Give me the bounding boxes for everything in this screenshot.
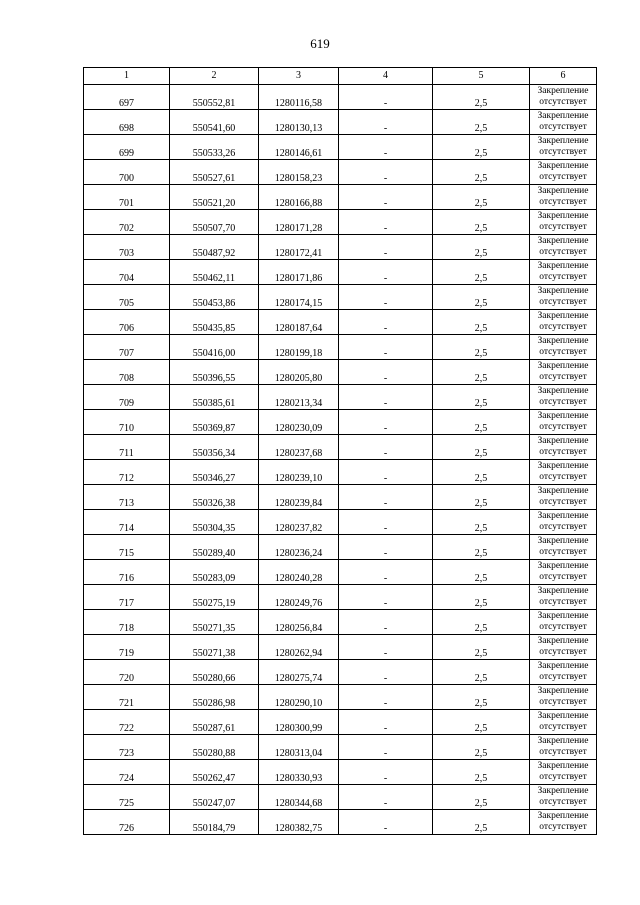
x-coordinate-cell: 550286,98 — [170, 685, 259, 710]
column-4-cell: - — [339, 710, 433, 735]
table-row — [84, 410, 597, 435]
column-4-cell: - — [339, 410, 433, 435]
fixing-description-cell: Закрепление отсутствует — [530, 335, 597, 360]
fixing-description-cell: Закрепление отсутствует — [530, 385, 597, 410]
table-row — [84, 360, 597, 385]
column-5-cell: 2,5 — [433, 260, 530, 285]
column-4-cell: - — [339, 435, 433, 460]
fixing-description-cell: Закрепление отсутствует — [530, 485, 597, 510]
column-5-cell: 2,5 — [433, 360, 530, 385]
fixing-description-cell: Закрепление отсутствует — [530, 660, 597, 685]
x-coordinate-cell: 550385,61 — [170, 385, 259, 410]
point-number-cell: 725 — [84, 785, 170, 810]
column-5-cell: 2,5 — [433, 685, 530, 710]
column-5-cell: 2,5 — [433, 585, 530, 610]
fixing-description-cell: Закрепление отсутствует — [530, 635, 597, 660]
fixing-description-cell: Закрепление отсутствует — [530, 235, 597, 260]
x-coordinate-cell: 550541,60 — [170, 110, 259, 135]
column-4-cell: - — [339, 660, 433, 685]
x-coordinate-cell: 550271,35 — [170, 610, 259, 635]
column-5-cell: 2,5 — [433, 460, 530, 485]
table-row — [84, 635, 597, 660]
point-number-cell: 699 — [84, 135, 170, 160]
x-coordinate-cell: 550533,26 — [170, 135, 259, 160]
y-coordinate-cell: 1280256,84 — [259, 610, 339, 635]
point-number-cell: 715 — [84, 535, 170, 560]
column-4-cell: - — [339, 685, 433, 710]
x-coordinate-cell: 550326,38 — [170, 485, 259, 510]
y-coordinate-cell: 1280199,18 — [259, 335, 339, 360]
column-4-cell: - — [339, 610, 433, 635]
y-coordinate-cell: 1280382,75 — [259, 810, 339, 835]
x-coordinate-cell: 550552,81 — [170, 85, 259, 110]
y-coordinate-cell: 1280236,24 — [259, 535, 339, 560]
fixing-description-cell: Закрепление отсутствует — [530, 785, 597, 810]
column-4-cell: - — [339, 185, 433, 210]
point-number-cell: 700 — [84, 160, 170, 185]
point-number-cell: 713 — [84, 485, 170, 510]
column-5-cell: 2,5 — [433, 110, 530, 135]
column-4-cell: - — [339, 335, 433, 360]
point-number-cell: 709 — [84, 385, 170, 410]
table-row — [84, 435, 597, 460]
x-coordinate-cell: 550262,47 — [170, 760, 259, 785]
x-coordinate-cell: 550304,35 — [170, 510, 259, 535]
table-row — [84, 310, 597, 335]
x-coordinate-cell: 550275,19 — [170, 585, 259, 610]
x-coordinate-cell: 550356,34 — [170, 435, 259, 460]
column-5-cell: 2,5 — [433, 410, 530, 435]
fixing-description-cell: Закрепление отсутствует — [530, 185, 597, 210]
column-header: 1 — [84, 68, 170, 85]
y-coordinate-cell: 1280171,86 — [259, 260, 339, 285]
table-row — [84, 735, 597, 760]
y-coordinate-cell: 1280262,94 — [259, 635, 339, 660]
column-4-cell: - — [339, 260, 433, 285]
fixing-description-cell: Закрепление отсутствует — [530, 85, 597, 110]
point-number-cell: 704 — [84, 260, 170, 285]
column-header: 5 — [433, 68, 530, 85]
column-5-cell: 2,5 — [433, 660, 530, 685]
fixing-description-cell: Закрепление отсутствует — [530, 760, 597, 785]
column-4-cell: - — [339, 760, 433, 785]
table-header-row — [84, 68, 597, 85]
table-body — [84, 85, 597, 835]
fixing-description-cell: Закрепление отсутствует — [530, 460, 597, 485]
column-4-cell: - — [339, 485, 433, 510]
column-4-cell: - — [339, 310, 433, 335]
column-4-cell: - — [339, 810, 433, 835]
fixing-description-cell: Закрепление отсутствует — [530, 735, 597, 760]
fixing-description-cell: Закрепление отсутствует — [530, 160, 597, 185]
x-coordinate-cell: 550247,07 — [170, 785, 259, 810]
table-row — [84, 485, 597, 510]
fixing-description-cell: Закрепление отсутствует — [530, 810, 597, 835]
column-5-cell: 2,5 — [433, 85, 530, 110]
fixing-description-cell: Закрепление отсутствует — [530, 310, 597, 335]
column-4-cell: - — [339, 585, 433, 610]
table-row — [84, 685, 597, 710]
table-row — [84, 585, 597, 610]
x-coordinate-cell: 550289,40 — [170, 535, 259, 560]
column-header: 3 — [259, 68, 339, 85]
column-5-cell: 2,5 — [433, 735, 530, 760]
point-number-cell: 720 — [84, 660, 170, 685]
y-coordinate-cell: 1280239,10 — [259, 460, 339, 485]
point-number-cell: 698 — [84, 110, 170, 135]
table-row — [84, 510, 597, 535]
table-row — [84, 385, 597, 410]
column-5-cell: 2,5 — [433, 385, 530, 410]
coordinates-table — [83, 67, 597, 835]
y-coordinate-cell: 1280330,93 — [259, 760, 339, 785]
column-5-cell: 2,5 — [433, 760, 530, 785]
y-coordinate-cell: 1280213,34 — [259, 385, 339, 410]
x-coordinate-cell: 550416,00 — [170, 335, 259, 360]
y-coordinate-cell: 1280237,68 — [259, 435, 339, 460]
column-4-cell: - — [339, 210, 433, 235]
column-5-cell: 2,5 — [433, 710, 530, 735]
table-row — [84, 335, 597, 360]
column-5-cell: 2,5 — [433, 310, 530, 335]
column-5-cell: 2,5 — [433, 785, 530, 810]
x-coordinate-cell: 550280,88 — [170, 735, 259, 760]
column-5-cell: 2,5 — [433, 560, 530, 585]
column-4-cell: - — [339, 385, 433, 410]
x-coordinate-cell: 550521,20 — [170, 185, 259, 210]
fixing-description-cell: Закрепление отсутствует — [530, 360, 597, 385]
column-5-cell: 2,5 — [433, 210, 530, 235]
column-5-cell: 2,5 — [433, 435, 530, 460]
point-number-cell: 702 — [84, 210, 170, 235]
table-row — [84, 760, 597, 785]
point-number-cell: 714 — [84, 510, 170, 535]
column-5-cell: 2,5 — [433, 335, 530, 360]
fixing-description-cell: Закрепление отсутствует — [530, 260, 597, 285]
y-coordinate-cell: 1280187,64 — [259, 310, 339, 335]
fixing-description-cell: Закрепление отсутствует — [530, 435, 597, 460]
fixing-description-cell: Закрепление отсутствует — [530, 585, 597, 610]
table-row — [84, 260, 597, 285]
y-coordinate-cell: 1280146,61 — [259, 135, 339, 160]
y-coordinate-cell: 1280344,68 — [259, 785, 339, 810]
point-number-cell: 706 — [84, 310, 170, 335]
point-number-cell: 711 — [84, 435, 170, 460]
page-number: 619 — [310, 36, 330, 51]
x-coordinate-cell: 550462,11 — [170, 260, 259, 285]
y-coordinate-cell: 1280172,41 — [259, 235, 339, 260]
x-coordinate-cell: 550527,61 — [170, 160, 259, 185]
x-coordinate-cell: 550287,61 — [170, 710, 259, 735]
y-coordinate-cell: 1280116,58 — [259, 85, 339, 110]
table-row — [84, 160, 597, 185]
table-row — [84, 660, 597, 685]
y-coordinate-cell: 1280205,80 — [259, 360, 339, 385]
point-number-cell: 719 — [84, 635, 170, 660]
fixing-description-cell: Закрепление отсутствует — [530, 510, 597, 535]
y-coordinate-cell: 1280290,10 — [259, 685, 339, 710]
column-4-cell: - — [339, 285, 433, 310]
y-coordinate-cell: 1280158,23 — [259, 160, 339, 185]
column-5-cell: 2,5 — [433, 535, 530, 560]
x-coordinate-cell: 550507,70 — [170, 210, 259, 235]
column-4-cell: - — [339, 510, 433, 535]
column-5-cell: 2,5 — [433, 635, 530, 660]
column-4-cell: - — [339, 110, 433, 135]
y-coordinate-cell: 1280166,88 — [259, 185, 339, 210]
y-coordinate-cell: 1280300,99 — [259, 710, 339, 735]
y-coordinate-cell: 1280174,15 — [259, 285, 339, 310]
x-coordinate-cell: 550346,27 — [170, 460, 259, 485]
y-coordinate-cell: 1280230,09 — [259, 410, 339, 435]
y-coordinate-cell: 1280239,84 — [259, 485, 339, 510]
column-5-cell: 2,5 — [433, 235, 530, 260]
table-row — [84, 785, 597, 810]
x-coordinate-cell: 550271,38 — [170, 635, 259, 660]
point-number-cell: 703 — [84, 235, 170, 260]
column-4-cell: - — [339, 235, 433, 260]
column-5-cell: 2,5 — [433, 510, 530, 535]
x-coordinate-cell: 550184,79 — [170, 810, 259, 835]
table-row — [84, 135, 597, 160]
x-coordinate-cell: 550435,85 — [170, 310, 259, 335]
column-4-cell: - — [339, 735, 433, 760]
column-4-cell: - — [339, 785, 433, 810]
fixing-description-cell: Закрепление отсутствует — [530, 285, 597, 310]
x-coordinate-cell: 550487,92 — [170, 235, 259, 260]
x-coordinate-cell: 550396,55 — [170, 360, 259, 385]
column-5-cell: 2,5 — [433, 610, 530, 635]
column-4-cell: - — [339, 560, 433, 585]
column-4-cell: - — [339, 85, 433, 110]
point-number-cell: 707 — [84, 335, 170, 360]
fixing-description-cell: Закрепление отсутствует — [530, 610, 597, 635]
table-row — [84, 210, 597, 235]
table-row — [84, 285, 597, 310]
point-number-cell: 710 — [84, 410, 170, 435]
table-row — [84, 810, 597, 835]
column-5-cell: 2,5 — [433, 485, 530, 510]
column-5-cell: 2,5 — [433, 185, 530, 210]
column-4-cell: - — [339, 535, 433, 560]
fixing-description-cell: Закрепление отсутствует — [530, 135, 597, 160]
fixing-description-cell: Закрепление отсутствует — [530, 210, 597, 235]
y-coordinate-cell: 1280237,82 — [259, 510, 339, 535]
x-coordinate-cell: 550283,09 — [170, 560, 259, 585]
y-coordinate-cell: 1280275,74 — [259, 660, 339, 685]
point-number-cell: 724 — [84, 760, 170, 785]
table-row — [84, 710, 597, 735]
point-number-cell: 722 — [84, 710, 170, 735]
x-coordinate-cell: 550369,87 — [170, 410, 259, 435]
point-number-cell: 723 — [84, 735, 170, 760]
point-number-cell: 717 — [84, 585, 170, 610]
fixing-description-cell: Закрепление отсутствует — [530, 560, 597, 585]
column-5-cell: 2,5 — [433, 160, 530, 185]
column-5-cell: 2,5 — [433, 285, 530, 310]
x-coordinate-cell: 550280,66 — [170, 660, 259, 685]
table-row — [84, 235, 597, 260]
table-row — [84, 610, 597, 635]
point-number-cell: 721 — [84, 685, 170, 710]
y-coordinate-cell: 1280130,13 — [259, 110, 339, 135]
column-4-cell: - — [339, 635, 433, 660]
y-coordinate-cell: 1280249,76 — [259, 585, 339, 610]
fixing-description-cell: Закрепление отсутствует — [530, 710, 597, 735]
point-number-cell: 716 — [84, 560, 170, 585]
x-coordinate-cell: 550453,86 — [170, 285, 259, 310]
column-header: 2 — [170, 68, 259, 85]
table-row — [84, 560, 597, 585]
point-number-cell: 705 — [84, 285, 170, 310]
point-number-cell: 718 — [84, 610, 170, 635]
column-5-cell: 2,5 — [433, 810, 530, 835]
column-header: 4 — [339, 68, 433, 85]
column-header: 6 — [530, 68, 597, 85]
table-row — [84, 185, 597, 210]
y-coordinate-cell: 1280240,28 — [259, 560, 339, 585]
fixing-description-cell: Закрепление отсутствует — [530, 410, 597, 435]
table-row — [84, 85, 597, 110]
point-number-cell: 701 — [84, 185, 170, 210]
point-number-cell: 708 — [84, 360, 170, 385]
fixing-description-cell: Закрепление отсутствует — [530, 110, 597, 135]
table-row — [84, 110, 597, 135]
column-4-cell: - — [339, 360, 433, 385]
table-row — [84, 460, 597, 485]
fixing-description-cell: Закрепление отсутствует — [530, 535, 597, 560]
point-number-cell: 697 — [84, 85, 170, 110]
y-coordinate-cell: 1280313,04 — [259, 735, 339, 760]
column-5-cell: 2,5 — [433, 135, 530, 160]
column-4-cell: - — [339, 135, 433, 160]
fixing-description-cell: Закрепление отсутствует — [530, 685, 597, 710]
point-number-cell: 726 — [84, 810, 170, 835]
y-coordinate-cell: 1280171,28 — [259, 210, 339, 235]
table-row — [84, 535, 597, 560]
point-number-cell: 712 — [84, 460, 170, 485]
column-4-cell: - — [339, 160, 433, 185]
column-4-cell: - — [339, 460, 433, 485]
